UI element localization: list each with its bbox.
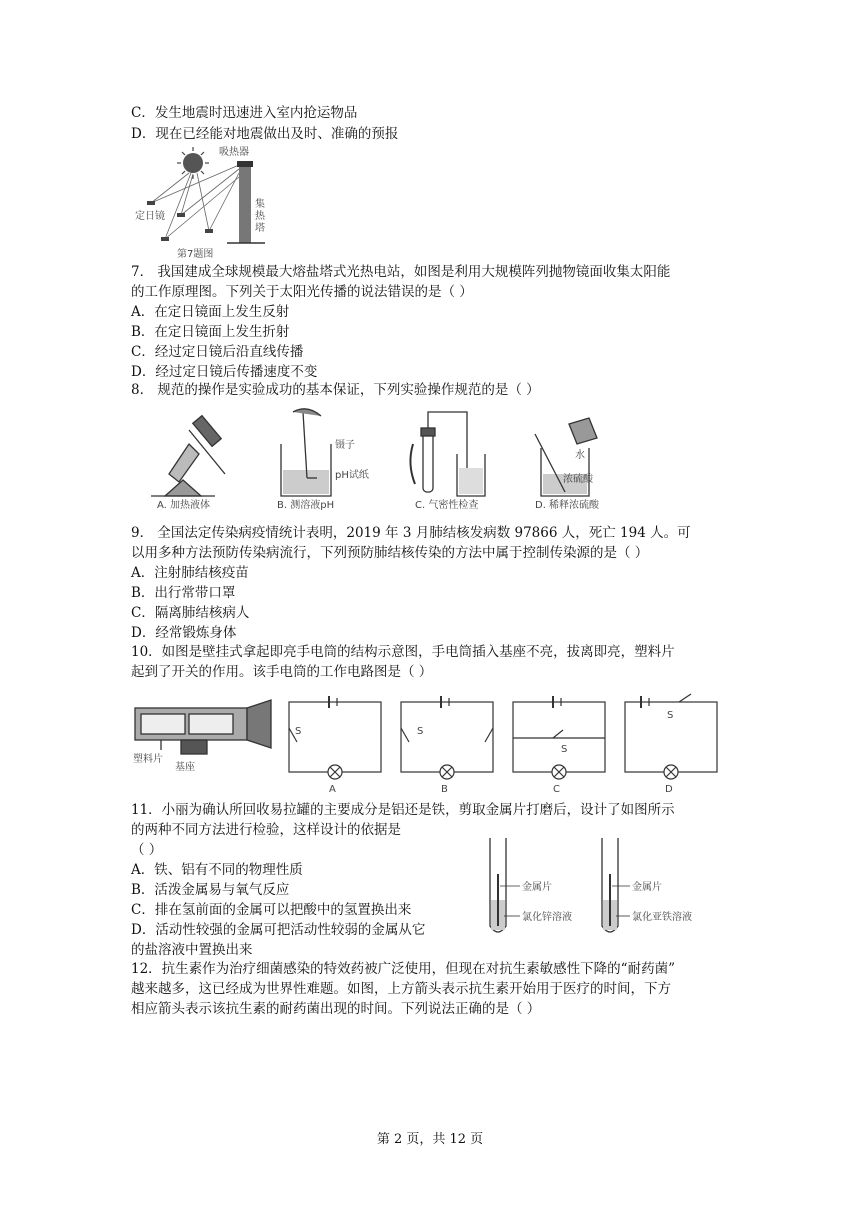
- q11-option-a: A．铁、铝有不同的物理性质: [131, 862, 303, 878]
- q8-caption-b: B. 测溶液pH: [277, 500, 335, 511]
- page-footer: 第 2 页，共 12 页: [376, 1132, 484, 1147]
- circuit-a-label: A: [329, 784, 336, 795]
- circuit-c-switch-label: S: [561, 744, 568, 755]
- q7-solar-tower-figure: [131, 143, 271, 261]
- circuit-d-switch-label: S: [667, 710, 674, 721]
- q7-figure-caption: 第7题图: [177, 249, 214, 260]
- q10-circuit-figure: [131, 688, 731, 796]
- base-label: 基座: [175, 762, 195, 773]
- q8-acid-label: 浓硫酸: [563, 474, 593, 485]
- q11-stem-line-2: 的两种不同方法进行检验，这样设计的依据是: [131, 822, 401, 838]
- q7-option-d: D．经过定日镜后传播速度不变: [131, 364, 318, 380]
- circuit-a: [289, 696, 381, 779]
- q12-stem-line-2: 越来越多，这已经成为世界性难题。如图，上方箭头表示抗生素开始用于医疗的时间，下方: [131, 981, 671, 997]
- q7-option-a: A．在定日镜面上发生反射: [131, 304, 290, 320]
- q11-option-d-cont: 的盐溶液中置换出来: [131, 942, 253, 958]
- q9-option-a: A．注射肺结核疫苗: [131, 565, 249, 581]
- tower-label-2: 热: [255, 211, 265, 222]
- absorber-label: 吸热器: [219, 147, 249, 158]
- q11-option-c: C．排在氢前面的金属可以把酸中的氢置换出来: [131, 902, 412, 918]
- q8-figure-a: [151, 416, 225, 496]
- q9-stem-line-1: 9． 全国法定传染病疫情统计表明，2019 年 3 月肺结核发病数 97866 人，死亡 194 人。可: [131, 525, 691, 541]
- test-tube-1: [490, 838, 520, 932]
- q11-test-tube-figure: [476, 834, 732, 944]
- q11-metal-label-2: 金属片: [632, 882, 662, 893]
- q8-lab-operations-figure: [131, 404, 601, 516]
- q8-caption-c: C. 气密性检查: [415, 500, 479, 511]
- q11-stem-line-1: 11．小丽为确认所回收易拉罐的主要成分是铝还是铁，剪取金属片打磨后，设计了如图所示: [131, 802, 675, 818]
- mirror-label: 定日镜: [135, 211, 165, 222]
- test-tube-2: [602, 838, 630, 932]
- q8-ph-paper-label: pH试纸: [335, 470, 369, 481]
- q8-figure-b: [281, 409, 331, 496]
- tower-label-3: 塔: [255, 223, 265, 234]
- tower-label-1: 集: [255, 199, 265, 210]
- circuit-b: [401, 696, 493, 779]
- circuit-a-switch-label: S: [295, 726, 302, 737]
- q9-option-c: C．隔离肺结核病人: [131, 605, 250, 621]
- q8-figure-c: [410, 412, 485, 496]
- flashlight-drawing: [135, 700, 271, 754]
- q9-option-d: D．经常锻炼身体: [131, 625, 237, 641]
- q11-option-b: B．活泼金属易与氧气反应: [131, 882, 290, 898]
- circuit-d: [625, 694, 717, 779]
- q8-stem: 8． 规范的操作是实验成功的基本保证，下列实验操作规范的是（ ）: [131, 382, 540, 398]
- circuit-b-switch-label: S: [417, 726, 424, 737]
- circuit-c-label: C: [553, 784, 560, 795]
- q8-caption-a: A. 加热液体: [157, 500, 211, 511]
- q11-metal-label-1: 金属片: [522, 882, 552, 893]
- q8-caption-d: D. 稀释浓硫酸: [535, 500, 600, 511]
- circuit-d-label: D: [665, 784, 673, 795]
- q11-zinc-chloride-label: 氯化锌溶液: [522, 912, 572, 923]
- q8-water-label: 水: [575, 450, 585, 461]
- circuit-b-label: B: [441, 784, 448, 795]
- q11-stem-line-3: （ ）: [131, 842, 163, 858]
- q9-option-b: B．出行常带口罩: [131, 585, 236, 601]
- q9-stem-line-2: 以用多种方法预防传染病流行，下列预防肺结核传染的方法中属于控制传染源的是（ ）: [131, 545, 649, 561]
- q12-stem-line-1: 12．抗生素作为治疗细菌感染的特效药被广泛使用，但现在对抗生素敏感性下降的“耐药菌”: [131, 961, 675, 977]
- q10-stem-line-1: 10．如图是壁挂式拿起即亮手电筒的结构示意图，手电筒插入基座不亮，拔离即亮，塑料片: [131, 644, 675, 660]
- circuit-c: [513, 696, 605, 779]
- plastic-label: 塑料片: [133, 754, 163, 765]
- q11-ferrous-chloride-label: 氯化亚铁溶液: [632, 912, 692, 923]
- q6-option-c: C．发生地震时迅速进入室内抢运物品: [131, 105, 358, 121]
- q6-option-d: D．现在已经能对地震做出及时、准确的预报: [131, 126, 399, 142]
- q7-option-c: C．经过定日镜后沿直线传播: [131, 344, 304, 360]
- q10-stem-line-2: 起到了开关的作用。该手电筒的工作电路图是（ ）: [131, 664, 433, 680]
- q8-tweezers-label: 镊子: [335, 440, 355, 451]
- q12-stem-line-3: 相应箭头表示该抗生素的耐药菌出现的时间。下列说法正确的是（ ）: [131, 1001, 541, 1017]
- q7-option-b: B．在定日镜面上发生折射: [131, 324, 290, 340]
- q7-stem-line-1: 7． 我国建成全球规模最大熔盐塔式光热电站，如图是利用大规模阵列抛物镜面收集太阳能: [131, 264, 671, 280]
- q7-stem-line-2: 的工作原理图。下列关于太阳光传播的说法错误的是（ ）: [131, 284, 473, 300]
- q11-option-d: D．活动性较强的金属可把活动性较弱的金属从它: [131, 922, 426, 938]
